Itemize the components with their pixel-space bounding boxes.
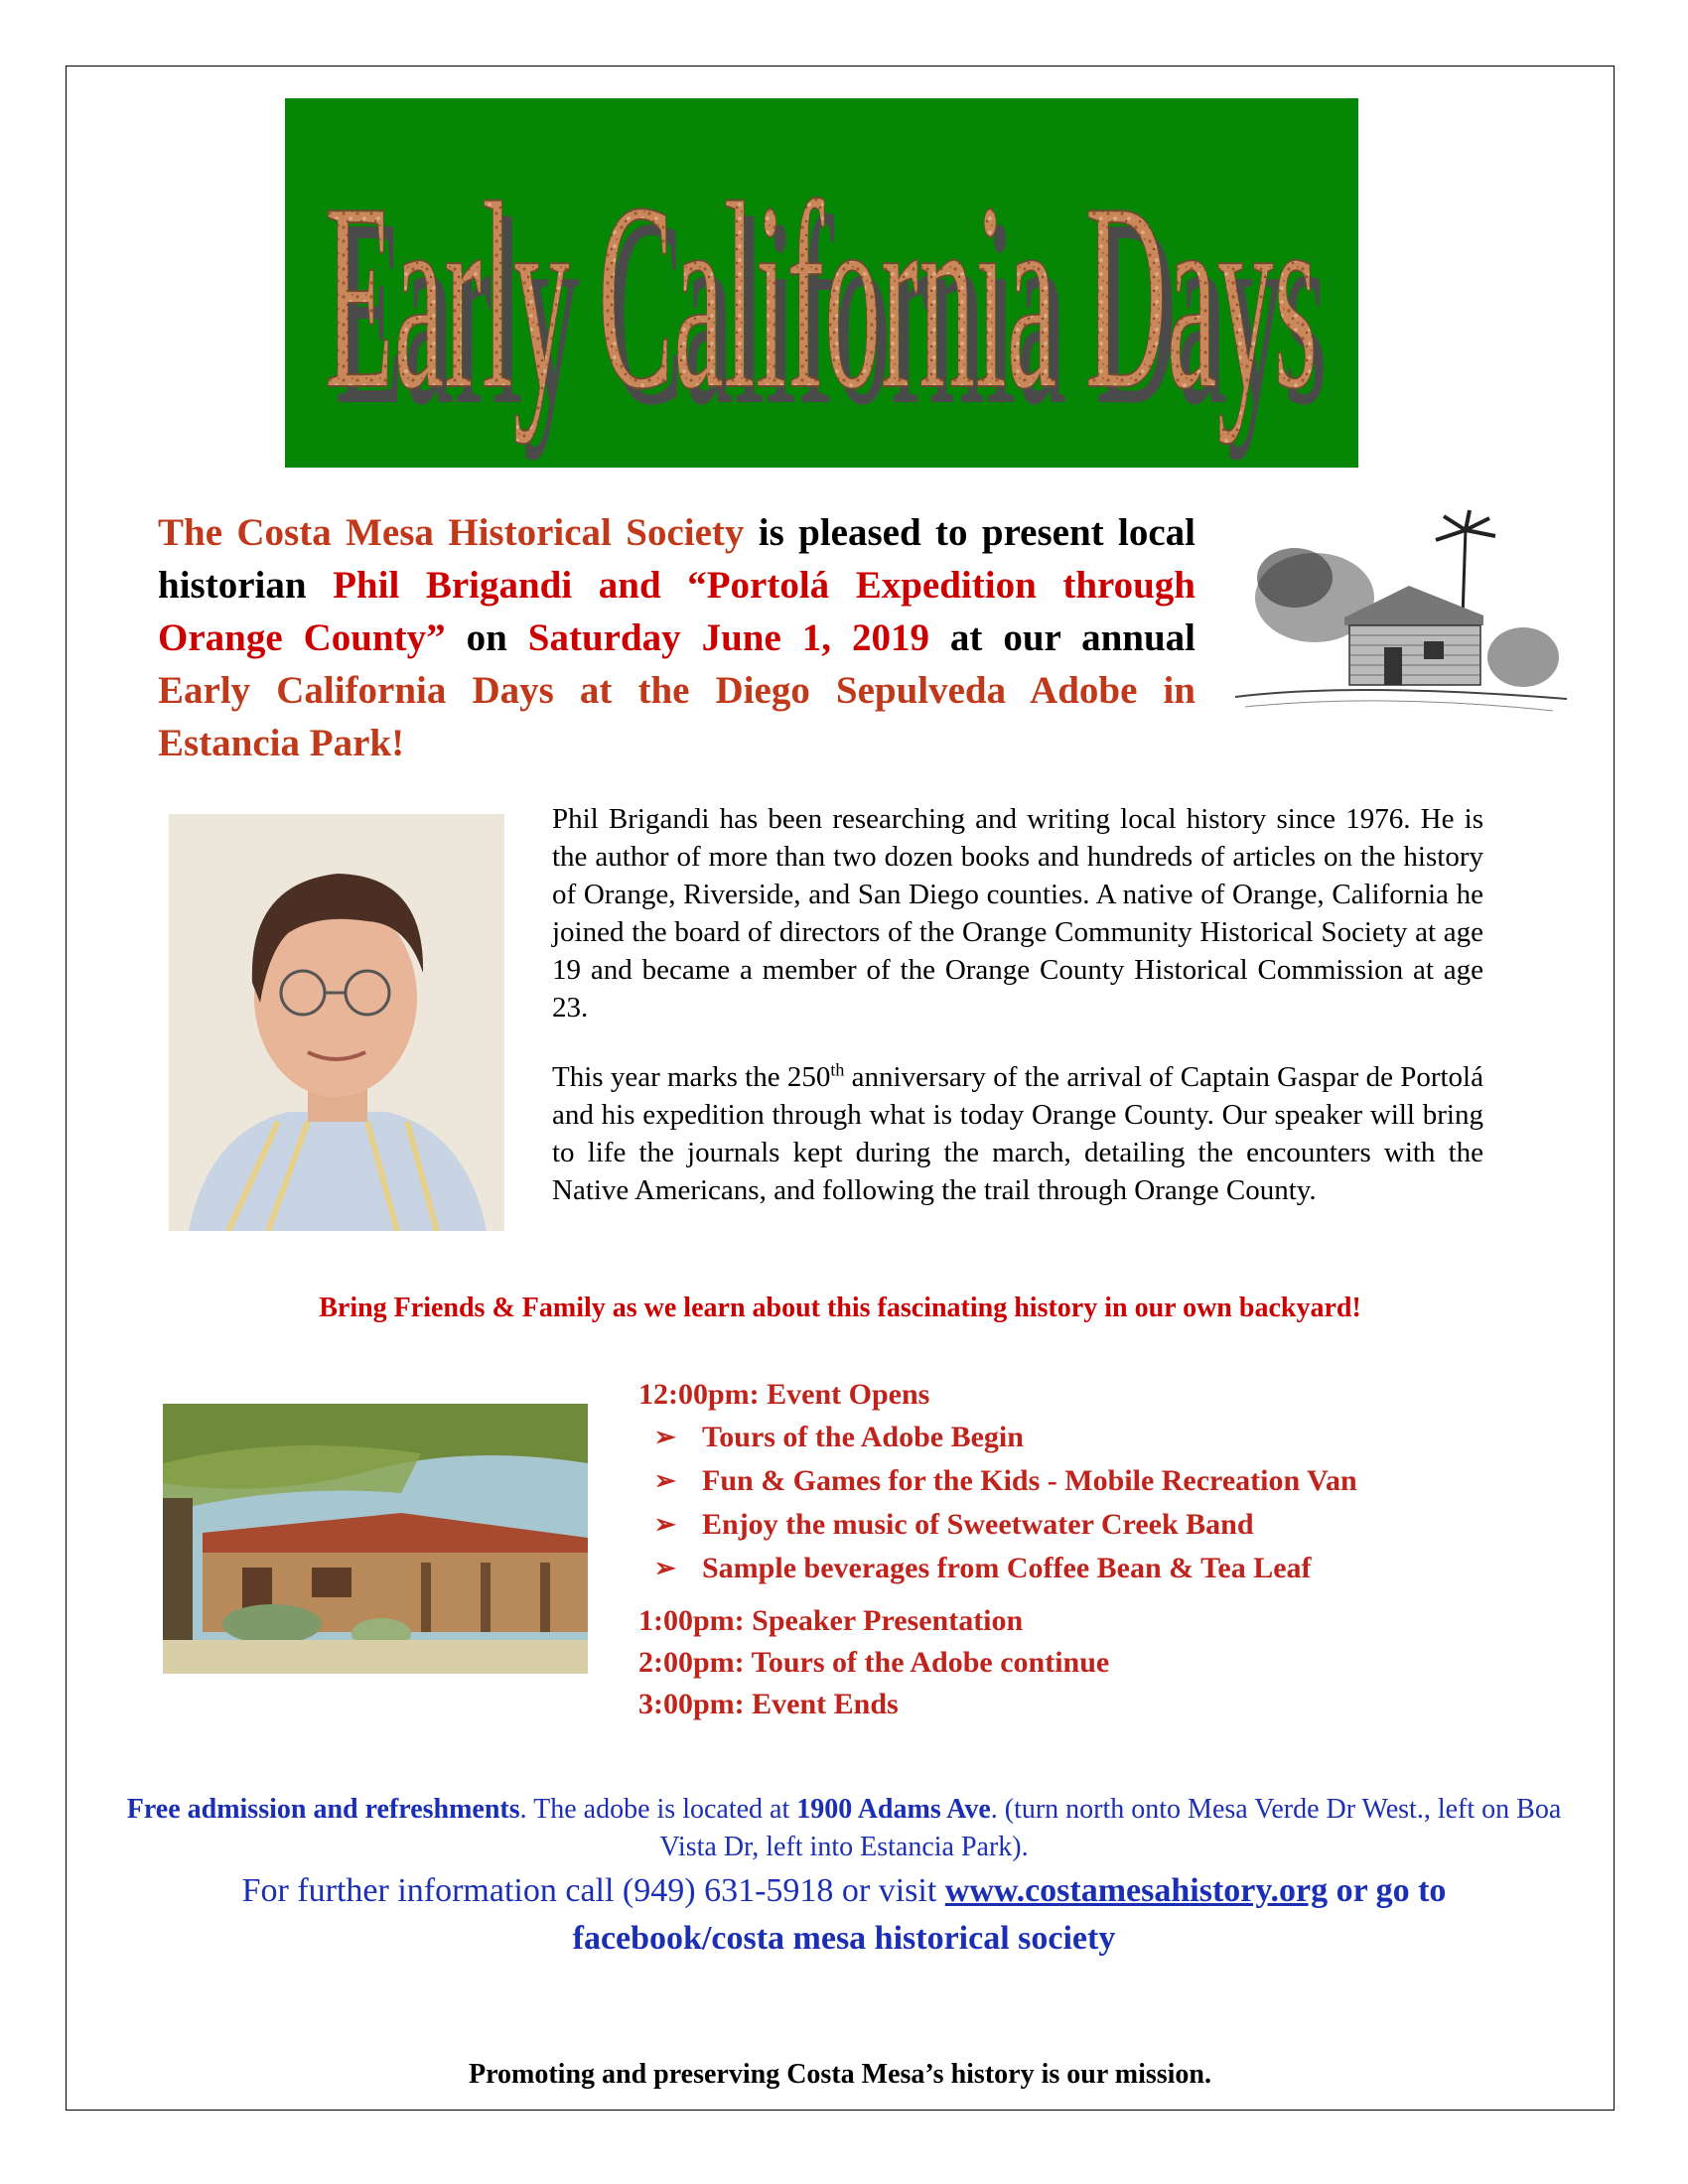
adobe-photo (163, 1404, 588, 1674)
free-admission: Free admission and refreshments (126, 1794, 520, 1825)
schedule-item (638, 1416, 1532, 1459)
phone-text: For further information call (949) 631-5918 or visit (241, 1872, 945, 1909)
event-name: Early California Days at the Diego Sepulveda Adobe in Estancia Park! (158, 669, 1196, 764)
arrow-bullet-icon: ➢ (654, 1510, 676, 1539)
website-link[interactable]: www.costamesahistory.org (944, 1872, 1329, 1909)
schedule-item (638, 1503, 1532, 1547)
intro-text-3: at our annual (949, 616, 1196, 659)
speaker-biography (552, 800, 1483, 1241)
bio-p2-rest: anniversary of the arrival of Captain Gaspar de Portolá and his expedition through what is today Orange County. Our speaker will bring to life the journals kept during the march, detailing the encounters with the Native Americans, and following the trail through Orange County. (552, 1061, 1483, 1206)
contact-line (119, 1868, 1569, 1914)
admission-and-contact (119, 1791, 1569, 1962)
location-text: . The adobe is located at (519, 1794, 797, 1825)
intro-paragraph (158, 506, 1196, 769)
schedule-tours: 2:00pm: Tours of the Adobe continue (638, 1646, 1110, 1679)
intro-text-2: on (466, 616, 507, 659)
schedule-open: 12:00pm: Event Opens (638, 1378, 930, 1411)
schedule-item (638, 1459, 1532, 1503)
arrow-bullet-icon: ➢ (654, 1554, 676, 1582)
banner-art (285, 98, 1358, 468)
banner-title: Early California Days (325, 148, 1318, 445)
schedule-item-text: Tours of the Adobe Begin (702, 1421, 1024, 1453)
schedule-item-text: Fun & Games for the Kids - Mobile Recreation Van (702, 1464, 1357, 1497)
banner-title-shadow: Early California Days (335, 164, 1328, 461)
society-name: Costa Mesa Historical Society (236, 511, 745, 554)
schedule-item-text: Enjoy the music of Sweetwater Creek Band (702, 1508, 1254, 1541)
intro-the: The (158, 511, 223, 554)
schedule-item-text: Sample beverages from Coffee Bean & Tea Leaf (702, 1552, 1312, 1584)
title-banner (285, 98, 1358, 468)
invite-line: Bring Friends & Family as we learn about this fascinating history in our own backyard! (319, 1293, 1361, 1323)
admission-location (119, 1791, 1569, 1866)
mission-statement: Promoting and preserving Costa Mesa’s history is our mission. (469, 2059, 1211, 2090)
schedule-activities (638, 1416, 1532, 1590)
or-text: or go to (1328, 1872, 1447, 1909)
address: 1900 Adams Ave (796, 1794, 991, 1825)
schedule-item (638, 1547, 1532, 1590)
arrow-bullet-icon: ➢ (654, 1423, 676, 1451)
facebook-text: facebook/costa mesa historical society (572, 1920, 1116, 1957)
facebook-line (119, 1916, 1569, 1962)
intro-text-1: is pleased to present local historian (158, 511, 1196, 607)
directions-text: . (turn north onto Mesa Verde Dr West., left on Boa Vista Dr, left into Estancia Park). (659, 1794, 1562, 1862)
adobe-sketch-illustration (1235, 508, 1567, 725)
ordinal-suffix: th (830, 1059, 845, 1080)
bio-paragraph-2 (552, 1058, 1483, 1209)
speaker-portrait-photo (169, 814, 504, 1231)
speaker-and-topic: Phil Brigandi and “Portolá Expedition through Orange County” (158, 564, 1196, 659)
schedule-speaker: 1:00pm: Speaker Presentation (638, 1604, 1024, 1637)
schedule-end: 3:00pm: Event Ends (638, 1688, 899, 1720)
arrow-bullet-icon: ➢ (654, 1466, 676, 1495)
event-schedule (638, 1374, 1532, 1725)
event-date: Saturday June 1, 2019 (527, 616, 929, 659)
bio-p2-start: This year marks the 250 (552, 1061, 831, 1093)
bio-paragraph-1: Phil Brigandi has been researching and writing local history since 1976. He is the author of more than two dozen books and hundreds of articles on the history of Orange, Riverside, and San Diego counties. A native of Orange, California he joined the board of directors of the Orange Community Historical Society at age 19 and became a member of the Orange County Historical Commission at age 23. (552, 803, 1483, 1024)
